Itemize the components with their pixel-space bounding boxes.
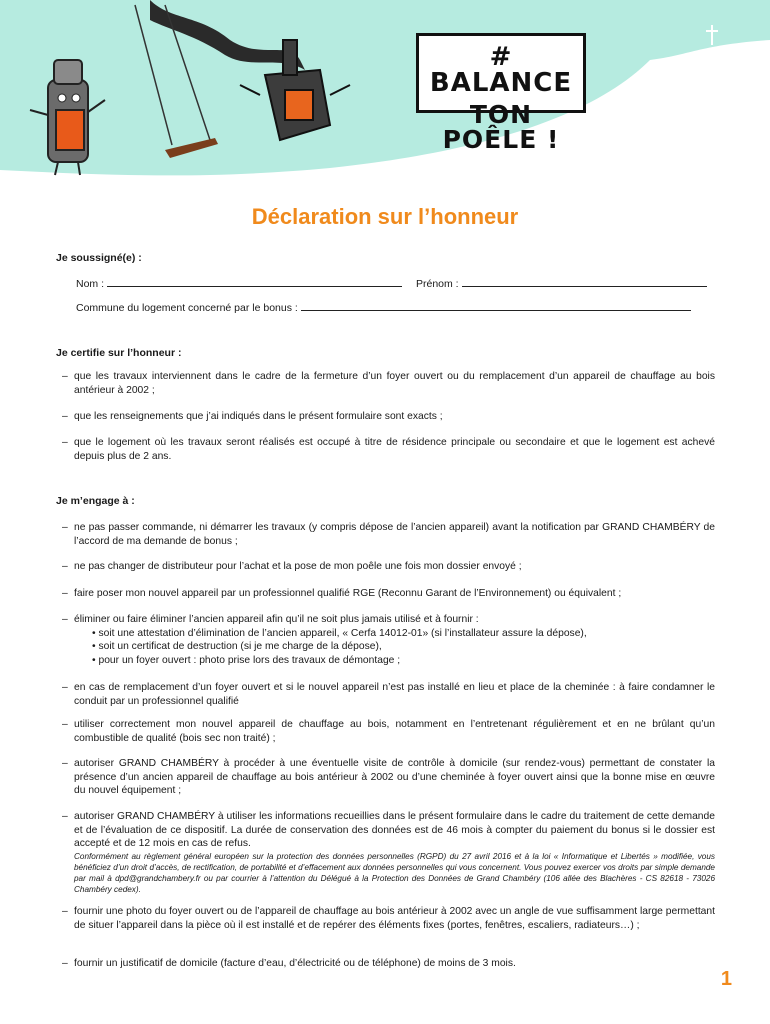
commit-heading: Je m’engage à :: [56, 495, 135, 507]
commit-item: – en cas de remplacement d’un foyer ouvert et si le nouvel appareil n’est pas installé en lieu et place de la cheminée : à faire condamner le conduit par un professionnel qualifié: [62, 682, 715, 707]
commit-subitem: • pour un foyer ouvert : photo prise lors des travaux de démontage ;: [92, 654, 401, 666]
certify-item: – que le logement où les travaux seront réalisés est occupé à titre de résidence principale ou secondaire et que le logement est achevé depuis plus de 2 ans.: [62, 437, 715, 462]
nom-field[interactable]: [76, 277, 402, 290]
page-number: 1: [720, 968, 732, 990]
header-illustration: [0, 0, 770, 200]
logo-line-1: # BALANCE: [429, 42, 573, 98]
commit-subitem: • soit un certificat de destruction (si je me charge de la dépose),: [92, 641, 382, 652]
prenom-field[interactable]: [416, 277, 707, 290]
certify-item: – que les travaux interviennent dans le cadre de la fermeture d’un foyer ouvert ou du remplacement d’un appareil de chauffage au bois antérieur à 2002 ;: [62, 371, 715, 396]
certify-item: – que les renseignements que j’ai indiqués dans le présent formulaire sont exacts ;: [62, 411, 443, 422]
commit-item: – ne pas changer de distributeur pour l’achat et la pose de mon poêle une fois mon dossier envoyé ;: [62, 561, 522, 572]
logo-line-2: TON POÊLE !: [442, 100, 560, 154]
commit-item: – fournir une photo du foyer ouvert ou de l’appareil de chauffage au bois antérieur à 2002 avec un angle de vue suffisamment large permettant de situer l’appareil dans la pièce où il est installé et de repérer des éléments fixes (portes, fenêtres, escaliers, radiateurs…) ;: [62, 906, 715, 931]
commit-subitem: • soit une attestation d’élimination de l’ancien appareil, « Cerfa 14012-01» (si l’installateur assure la dépose),: [92, 627, 587, 639]
page-title: Déclaration sur l’honneur: [251, 204, 519, 229]
commit-item: – autoriser GRAND CHAMBÉRY à utiliser les informations recueillies dans le présent formulaire dans le cadre du traitement de cette demande et de l’évaluation de ce dispositif. La durée de conservation des données est de 46 mois à compter du paiement du bonus si le dossier est accepté et de 12 mois en cas de refus. Conformément au règlement général européen sur la protection des données personnelles (RGPD) du 27 avril 2016 et à la loi « Informatique et Libertés » modifiée, vous bénéficiez d’un droit d’accès, de rectification, de portabilité et d’effacement aux données personnelles qui vous concernent. Vous pouvez exercer vos droits par simple demande par mail à dpd@grandchambery.fr ou par courrier à l’attention du Délégué à la Protection des Données de Grand Chambéry (106 allée des Blachères - CS 82618 - 73026 Chambéry cedex).: [62, 811, 715, 894]
prenom-input-line[interactable]: [462, 277, 707, 287]
commit-item: – utiliser correctement mon nouvel appareil de chauffage au bois, notamment en l’entretenant régulièrement et en ne brûlant qu’un combustible de qualité (bois sec non traité) ;: [62, 719, 715, 744]
nom-label: Nom :: [76, 278, 105, 290]
commit-item: – faire poser mon nouvel appareil par un professionnel qualifié RGE (Reconnu Garant de l’Environnement) ou équivalent ;: [62, 588, 622, 599]
nom-input-line[interactable]: [107, 277, 402, 287]
campaign-logo: [416, 33, 586, 154]
commit-item: – autoriser GRAND CHAMBÉRY à procéder à une éventuelle visite de contrôle à domicile (sur rendez-vous) permettant de constater la présence d’un ancien appareil de chauffage au bois antérieur à 2002 ou d’une cheminée à foyer ouvert ainsi que la bonne mise en œuvre du nouvel équipement ;: [62, 758, 715, 796]
gdpr-note: Conformément au règlement général européen sur la protection des données personnelles (RGPD) du 27 avril 2016 et à la loi « Informatique et Libertés » modifiée, vous bénéficiez d’un droit d’accès, de rectification, de portabilité et d’effacement aux données personnelles qui vous concernent. Vous pouvez exercer vos droits par simple demande par mail à dpd@grandchambery.fr ou par courrier à l’attention du Délégué à la Protection des Données de Grand Chambéry (106 allée des Blachères - CS 82618 - 73026 Chambéry cedex).: [74, 851, 715, 894]
commune-field[interactable]: [76, 301, 691, 314]
certify-heading: Je certifie sur l’honneur :: [56, 347, 182, 359]
identity-heading: Je soussigné(e) :: [56, 252, 142, 264]
commit-item: – fournir un justificatif de domicile (facture d’eau, d’électricité ou de téléphone) de moins de 3 mois.: [62, 958, 516, 969]
commit-item: – ne pas passer commande, ni démarrer les travaux (y compris dépose de l’ancien appareil) avant la notification par GRAND CHAMBÉRY de l’accord de ma demande de bonus ;: [62, 522, 715, 547]
commune-input-line[interactable]: [301, 301, 691, 311]
commune-label: Commune du logement concerné par le bonus :: [76, 302, 298, 314]
prenom-label: Prénom :: [416, 278, 459, 290]
commit-item: – éliminer ou faire éliminer l’ancien appareil afin qu’il ne soit plus jamais utilisé et à fournir : • soit une attestation d’élimination de l’ancien appareil, « Cerfa 14012-01» (si l’installateur assure la dépose), • soit un certificat de destruction (si je me charge de la dépose), • pour un foyer ouvert : photo prise lors des travaux de démontage ;: [62, 613, 715, 667]
